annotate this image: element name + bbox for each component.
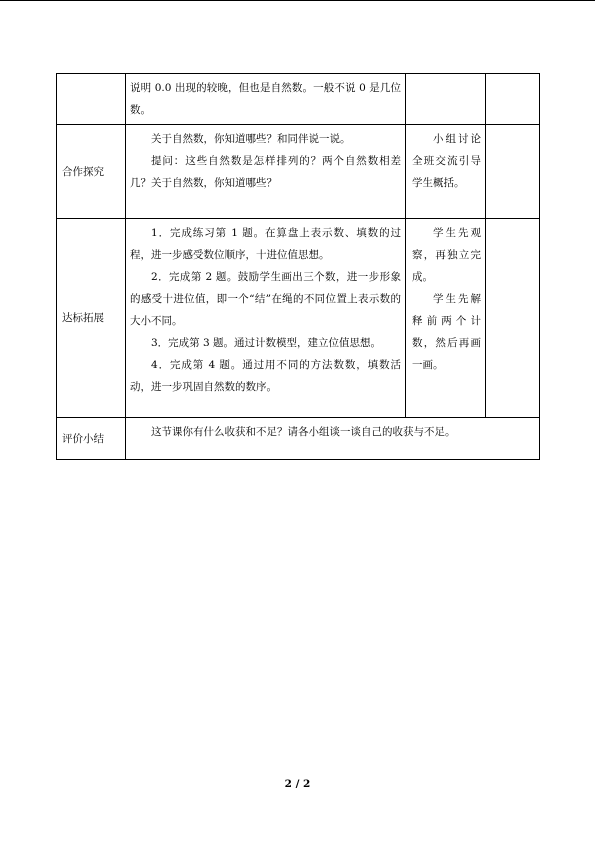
lesson-plan-table xyxy=(56,73,540,460)
summary-content-cell xyxy=(126,418,540,460)
explore-activity-cell xyxy=(406,125,486,219)
practice-activity-text: 学生先解释前两个计数，然后再画一画。 xyxy=(412,293,481,371)
continuation-cell xyxy=(126,74,406,125)
practice-activity-cell xyxy=(406,219,486,418)
table-row-explore xyxy=(57,125,540,219)
page-number: 2 / 2 xyxy=(284,778,311,790)
top-rule xyxy=(0,0,595,1)
table-row-practice xyxy=(57,219,540,418)
practice-paragraph: 1．完成练习第 1 题。在算盘上表示数、填数的过程，进一步感受数位顺序，十进位值思想。 xyxy=(130,227,401,261)
practice-extra-cell xyxy=(486,219,540,418)
summary-text: 这节课你有什么收获和不足？请各小组谈一谈自己的收获与不足。 xyxy=(151,426,456,438)
practice-paragraph: 2．完成第 2 题。鼓励学生画出三个数，进一步形象的感受十进位值，即一个“结”在绳的不同位置上表示数的大小不同。 xyxy=(130,271,401,327)
table-row-summary xyxy=(57,418,540,460)
practice-paragraph: 3．完成第 3 题。通过计数模型，建立位值思想。 xyxy=(151,337,382,349)
explore-activity-text: 小组讨论全班交流引导学生概括。 xyxy=(412,133,481,189)
continuation-text: 说明 0.0 出现的较晚，但也是自然数。一般不说 0 是几位数。 xyxy=(130,82,401,116)
table-row-continuation xyxy=(57,74,540,125)
explore-paragraph: 关于自然数，你知道哪些？和同伴说一说。 xyxy=(151,133,351,145)
practice-activity-text: 学生先观察，再独立完成。 xyxy=(412,227,481,283)
explore-content-cell xyxy=(126,125,406,219)
practice-paragraph: 4．完成第 4 题。通过用不同的方法数数，填数活动，进一步巩固自然数的数序。 xyxy=(130,359,401,393)
row-label-practice: 达标拓展 xyxy=(57,219,126,418)
explore-extra-cell xyxy=(486,125,540,219)
continuation-activity-cell xyxy=(406,74,486,125)
practice-content-cell xyxy=(126,219,406,418)
row-label-continuation xyxy=(57,74,126,125)
explore-paragraph: 提问：这些自然数是怎样排列的？两个自然数相差几？关于自然数，你知道哪些？ xyxy=(130,155,401,189)
row-label-summary: 评价小结 xyxy=(57,418,126,460)
row-label-explore: 合作探究 xyxy=(57,125,126,219)
continuation-extra-cell xyxy=(486,74,540,125)
